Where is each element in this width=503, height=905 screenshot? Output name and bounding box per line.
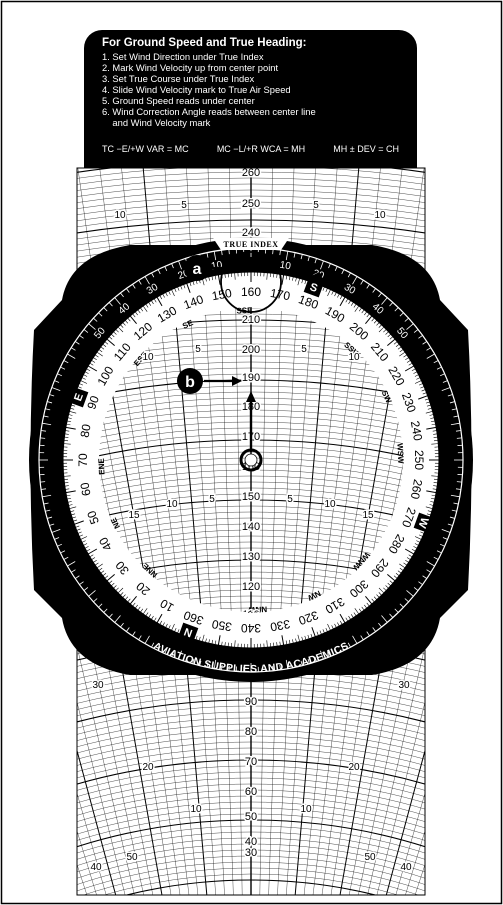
disc-drift-label: 10	[348, 352, 360, 363]
speed-label-lower: 70	[244, 756, 258, 768]
instruction-step: and Wind Velocity mark	[102, 117, 211, 128]
disc-drift-label: 15	[362, 510, 374, 521]
speed-label-lower: 40	[244, 836, 258, 848]
drift-label-lower: 50	[364, 852, 376, 863]
disc-drift-label: 5	[301, 344, 307, 355]
degree-label: 350	[210, 616, 233, 635]
degree-label: 280	[385, 531, 408, 557]
instructions-title: For Ground Speed and True Heading:	[102, 37, 307, 49]
bezel-number: 40	[116, 301, 133, 317]
degree-label: 330	[269, 616, 292, 635]
degree-label: 320	[296, 607, 321, 628]
disc-drift-label: 15	[128, 510, 140, 521]
degree-label: 150	[210, 285, 233, 304]
speed-label-upper: 240	[241, 227, 261, 239]
intercardinal-label: WNW	[350, 550, 372, 572]
degree-label: 310	[322, 594, 348, 617]
speed-label-upper: 250	[241, 198, 261, 210]
instruction-step: 3. Set True Course under True Index	[102, 73, 255, 84]
disc-speed-label: 210	[241, 314, 261, 326]
intercardinal-label: NE	[109, 516, 122, 531]
formula-dev: MH ± DEV = CH	[333, 144, 399, 154]
degree-label: 200	[346, 319, 372, 344]
degree-label: 130	[154, 303, 180, 326]
intercardinal-label: SSE	[236, 305, 253, 316]
drift-label-lower: 40	[400, 862, 412, 873]
disc-drift-label: 10	[142, 352, 154, 363]
degree-label: 110	[110, 340, 134, 364]
bezel-number: 50	[394, 325, 410, 342]
bezel-tick	[40, 482, 45, 483]
disc-speed-label: 140	[241, 521, 261, 533]
bezel-number: 10	[210, 259, 224, 273]
degree-label: 40	[96, 534, 115, 554]
intercardinal-label: WSW	[395, 443, 406, 464]
degree-label: 50	[84, 508, 102, 527]
disc-speed-label: 150	[241, 491, 261, 503]
degree-label: 160	[240, 285, 262, 299]
degree-label: 120	[130, 319, 156, 344]
formula-var: TC −E/+W VAR = MC	[102, 144, 189, 154]
intercardinal-label: NW	[306, 588, 323, 603]
true-index-label: TRUE INDEX	[223, 240, 279, 249]
bezel-number: 10	[278, 259, 292, 273]
disc-speed-label: 130	[241, 551, 261, 563]
drift-label-lower: 40	[90, 862, 102, 873]
degree-label: 220	[385, 363, 408, 389]
degree-label: 260	[407, 478, 426, 501]
drift-label-upper: 5	[181, 200, 187, 211]
instruction-step: 1. Set Wind Direction under True Index	[102, 51, 264, 62]
drift-label-lower: 30	[398, 680, 410, 691]
degree-label: 140	[181, 292, 206, 313]
bezel-number: 40	[369, 301, 386, 317]
bezel-number: 30	[341, 281, 358, 297]
intercardinal-label: NNW	[247, 604, 268, 615]
drift-label-lower: 20	[348, 762, 360, 773]
degree-label: 190	[322, 303, 348, 326]
degree-label: 20	[133, 579, 153, 599]
degree-label: 250	[412, 449, 426, 471]
speed-label-upper: 260	[241, 167, 261, 179]
disc-drift-label: 10	[166, 499, 178, 510]
cardinal-letter: S	[308, 281, 320, 295]
degree-label: 180	[296, 292, 321, 313]
drift-label-lower: 30	[92, 680, 104, 691]
degree-label: 10	[157, 596, 177, 615]
speed-label-lower: 90	[244, 696, 258, 708]
instruction-step: 2. Mark Wind Velocity up from center point	[102, 62, 279, 73]
degree-label: 340	[240, 621, 262, 635]
drift-label-lower: 50	[126, 852, 138, 863]
speed-label-lower: 30	[244, 847, 258, 859]
instruction-step: 6. Wind Correction Angle reads between center line	[102, 106, 316, 117]
intercardinal-label: NNE	[140, 561, 160, 580]
degree-label: 270	[398, 505, 419, 530]
intercardinal-label: SE	[181, 318, 195, 331]
bezel-tick	[457, 482, 462, 483]
speed-label-lower: 80	[244, 726, 258, 738]
bezel-number: 30	[144, 281, 161, 297]
instruction-step: 5. Ground Speed reads under center	[102, 95, 255, 106]
disc-speed-label: 120	[241, 581, 261, 593]
speed-label-lower: 50	[244, 811, 258, 823]
disc-drift-label: 5	[287, 494, 293, 505]
cardinal-letter: W	[415, 515, 431, 530]
instructions-panel	[84, 30, 417, 138]
degree-label: 90	[84, 393, 102, 412]
degree-label: 170	[269, 285, 292, 304]
disc-speed-label: 200	[241, 344, 261, 356]
center-hole	[245, 454, 257, 466]
degree-label: 100	[94, 363, 117, 389]
intercardinal-label: SW	[379, 389, 394, 405]
bezel-number: 20	[176, 267, 191, 282]
callout-a: a	[192, 261, 202, 278]
degree-label: 230	[398, 390, 419, 415]
bezel-tick	[457, 438, 462, 439]
instructions-list	[102, 51, 403, 128]
degree-label: 300	[346, 576, 372, 601]
disc-drift-label: 5	[195, 344, 201, 355]
degree-label: 360	[181, 607, 206, 628]
degree-label: 290	[367, 555, 392, 581]
disc-speed-label: 190	[241, 372, 261, 384]
bezel-tick	[40, 438, 45, 439]
degree-label: 60	[77, 481, 94, 497]
degree-label: 30	[112, 558, 132, 578]
cardinal-letter: N	[182, 624, 195, 639]
degree-label: 210	[367, 339, 392, 365]
intercardinal-label: ENE	[96, 458, 107, 475]
instruction-step: 4. Slide Wind Velocity mark to True Air Speed	[102, 84, 291, 95]
disc-drift-label: 5	[209, 494, 215, 505]
drift-label-lower: 10	[300, 804, 312, 815]
bezel-number: 50	[92, 325, 108, 342]
drift-label-upper: 10	[374, 210, 386, 221]
drift-label-upper: 5	[313, 200, 319, 211]
drift-label-upper: 10	[114, 210, 126, 221]
degree-label: 80	[77, 423, 94, 439]
drift-label-lower: 20	[142, 762, 154, 773]
intercardinal-label: ESE	[132, 350, 150, 368]
formula-bar	[84, 138, 417, 168]
callout-b: b	[185, 374, 195, 391]
intercardinal-label: SSW	[342, 340, 362, 360]
cardinal-letter: E	[72, 391, 86, 403]
speed-label-lower: 60	[244, 786, 258, 798]
formula-wca: MC −L/+R WCA = MH	[216, 144, 306, 154]
disc-drift-label: 10	[324, 499, 336, 510]
degree-label: 70	[76, 453, 90, 467]
disc-speed-label: 160	[241, 461, 261, 473]
brand-text: AVIATION SUPPLIES AND ACADEMICS	[151, 639, 351, 676]
degree-label: 240	[407, 419, 426, 442]
drift-label-lower: 10	[190, 804, 202, 815]
